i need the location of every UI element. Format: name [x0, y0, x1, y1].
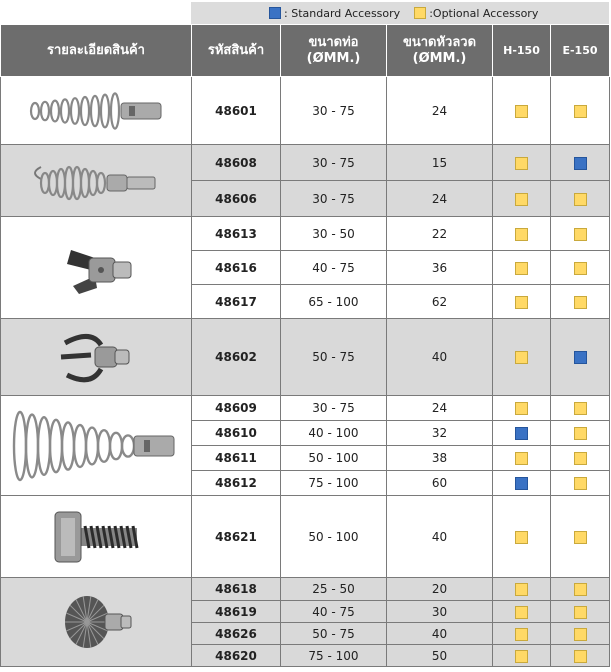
h150-cell — [493, 396, 551, 421]
pipe-size: 75 - 100 — [281, 645, 387, 667]
header-head — [387, 25, 493, 77]
pipe-size: 30 - 75 — [281, 77, 387, 145]
legend-sep: : — [429, 6, 433, 20]
legend-sep: : — [284, 6, 288, 20]
optional-accessory-icon — [515, 262, 528, 275]
pipe-size: 40 - 75 — [281, 251, 387, 285]
e150-cell — [551, 645, 610, 667]
optional-accessory-icon — [574, 583, 587, 596]
header-row — [1, 25, 610, 77]
e150-cell — [551, 319, 610, 396]
e150-cell — [551, 217, 610, 251]
pipe-size: 50 - 100 — [281, 446, 387, 471]
legend-standard-label: Standard Accessory — [291, 6, 401, 20]
pipe-size: 40 - 100 — [281, 421, 387, 446]
h150-cell — [493, 471, 551, 496]
head-size: 24 — [387, 77, 493, 145]
h150-cell — [493, 623, 551, 645]
optional-accessory-icon — [574, 296, 587, 309]
h150-cell — [493, 217, 551, 251]
h150-cell — [493, 578, 551, 601]
pipe-size: 75 - 100 — [281, 471, 387, 496]
standard-accessory-icon — [515, 427, 528, 440]
head-size: 40 — [387, 319, 493, 396]
product-code: 48608 — [192, 145, 281, 181]
e150-cell — [551, 578, 610, 601]
optional-accessory-icon — [574, 402, 587, 415]
product-code: 48619 — [192, 601, 281, 623]
product-image — [1, 496, 192, 578]
h150-cell — [493, 145, 551, 181]
product-code: 48618 — [192, 578, 281, 601]
e150-cell — [551, 601, 610, 623]
h150-cell — [493, 421, 551, 446]
optional-swatch-icon — [414, 7, 426, 19]
h150-cell — [493, 251, 551, 285]
e150-cell — [551, 471, 610, 496]
standard-accessory-icon — [574, 157, 587, 170]
head-size: 38 — [387, 446, 493, 471]
e150-cell — [551, 145, 610, 181]
pipe-size: 65 - 100 — [281, 285, 387, 319]
product-code: 48602 — [192, 319, 281, 396]
accessory-legend — [191, 2, 609, 24]
product-code: 48613 — [192, 217, 281, 251]
optional-accessory-icon — [574, 477, 587, 490]
head-size: 24 — [387, 396, 493, 421]
optional-accessory-icon — [515, 628, 528, 641]
e150-cell — [551, 496, 610, 578]
h150-cell — [493, 77, 551, 145]
head-size: 50 — [387, 645, 493, 667]
e150-cell — [551, 623, 610, 645]
optional-accessory-icon — [574, 628, 587, 641]
pipe-size: 50 - 75 — [281, 319, 387, 396]
head-size: 32 — [387, 421, 493, 446]
optional-accessory-icon — [574, 650, 587, 663]
product-code: 48616 — [192, 251, 281, 285]
product-code: 48620 — [192, 645, 281, 667]
h150-cell — [493, 319, 551, 396]
header-head-line2: (ØMM.) — [412, 50, 467, 66]
screw-cutter-icon — [1, 504, 191, 570]
header-h150: H-150 — [493, 25, 551, 77]
table-row — [1, 496, 610, 578]
standard-swatch-icon — [269, 7, 281, 19]
optional-accessory-icon — [515, 105, 528, 118]
pipe-size: 50 - 75 — [281, 623, 387, 645]
optional-accessory-icon — [574, 193, 587, 206]
product-image — [1, 578, 192, 667]
product-image — [1, 217, 192, 319]
header-head-line1: ขนาดหัวลวด — [402, 34, 477, 50]
optional-accessory-icon — [574, 105, 587, 118]
head-size: 62 — [387, 285, 493, 319]
head-size: 36 — [387, 251, 493, 285]
header-e150: E-150 — [551, 25, 610, 77]
h150-cell — [493, 181, 551, 217]
table-row — [1, 145, 610, 181]
head-size: 40 — [387, 496, 493, 578]
product-code: 48612 — [192, 471, 281, 496]
table-row — [1, 396, 610, 421]
standard-accessory-icon — [515, 477, 528, 490]
optional-accessory-icon — [515, 296, 528, 309]
legend-optional-label: Optional Accessory — [432, 6, 539, 20]
optional-accessory-icon — [515, 650, 528, 663]
e150-cell — [551, 251, 610, 285]
c-cutter-icon — [1, 327, 191, 387]
legend-optional — [414, 7, 538, 20]
h150-cell — [493, 496, 551, 578]
header-pipe-line2: (ØMM.) — [306, 50, 361, 66]
standard-accessory-icon — [574, 351, 587, 364]
pipe-size: 30 - 50 — [281, 217, 387, 251]
e150-cell — [551, 421, 610, 446]
product-code: 48626 — [192, 623, 281, 645]
optional-accessory-icon — [515, 606, 528, 619]
legend-standard — [269, 7, 400, 20]
e150-cell — [551, 285, 610, 319]
product-code: 48610 — [192, 421, 281, 446]
optional-accessory-icon — [574, 262, 587, 275]
pipe-size: 25 - 50 — [281, 578, 387, 601]
e150-cell — [551, 181, 610, 217]
product-image — [1, 77, 192, 145]
product-image — [1, 145, 192, 217]
optional-accessory-icon — [515, 228, 528, 241]
header-detail: รายละเอียดสินค้า — [1, 25, 192, 77]
product-table — [0, 24, 610, 667]
four-blade-cutter-icon — [1, 238, 191, 298]
pipe-size: 30 - 75 — [281, 181, 387, 217]
pipe-size: 50 - 100 — [281, 496, 387, 578]
head-size: 20 — [387, 578, 493, 601]
product-code: 48611 — [192, 446, 281, 471]
header-pipe — [281, 25, 387, 77]
head-size: 15 — [387, 145, 493, 181]
product-code: 48606 — [192, 181, 281, 217]
optional-accessory-icon — [515, 193, 528, 206]
optional-accessory-icon — [574, 606, 587, 619]
table-row — [1, 217, 610, 251]
optional-accessory-icon — [515, 351, 528, 364]
optional-accessory-icon — [515, 157, 528, 170]
head-size: 22 — [387, 217, 493, 251]
product-code: 48601 — [192, 77, 281, 145]
optional-accessory-icon — [515, 402, 528, 415]
product-image — [1, 396, 192, 496]
optional-accessory-icon — [574, 427, 587, 440]
header-code: รหัสสินค้า — [192, 25, 281, 77]
h150-cell — [493, 645, 551, 667]
bulb-spiral-cutter-icon — [1, 157, 191, 205]
spring-spiral-cutter-icon — [1, 91, 191, 131]
wire-brush-icon — [1, 587, 191, 657]
optional-accessory-icon — [515, 452, 528, 465]
product-code: 48621 — [192, 496, 281, 578]
pipe-size: 30 - 75 — [281, 145, 387, 181]
large-funnel-spring-icon — [1, 406, 191, 486]
pipe-size: 40 - 75 — [281, 601, 387, 623]
h150-cell — [493, 446, 551, 471]
optional-accessory-icon — [515, 583, 528, 596]
table-row — [1, 319, 610, 396]
product-rows — [1, 77, 610, 667]
optional-accessory-icon — [574, 452, 587, 465]
e150-cell — [551, 396, 610, 421]
optional-accessory-icon — [574, 531, 587, 544]
pipe-size: 30 - 75 — [281, 396, 387, 421]
optional-accessory-icon — [574, 228, 587, 241]
h150-cell — [493, 285, 551, 319]
head-size: 60 — [387, 471, 493, 496]
product-code: 48609 — [192, 396, 281, 421]
table-row — [1, 578, 610, 601]
header-pipe-line1: ขนาดท่อ — [308, 34, 359, 50]
head-size: 30 — [387, 601, 493, 623]
head-size: 24 — [387, 181, 493, 217]
table-row — [1, 77, 610, 145]
e150-cell — [551, 446, 610, 471]
optional-accessory-icon — [515, 531, 528, 544]
head-size: 40 — [387, 623, 493, 645]
product-image — [1, 319, 192, 396]
h150-cell — [493, 601, 551, 623]
e150-cell — [551, 77, 610, 145]
product-code: 48617 — [192, 285, 281, 319]
